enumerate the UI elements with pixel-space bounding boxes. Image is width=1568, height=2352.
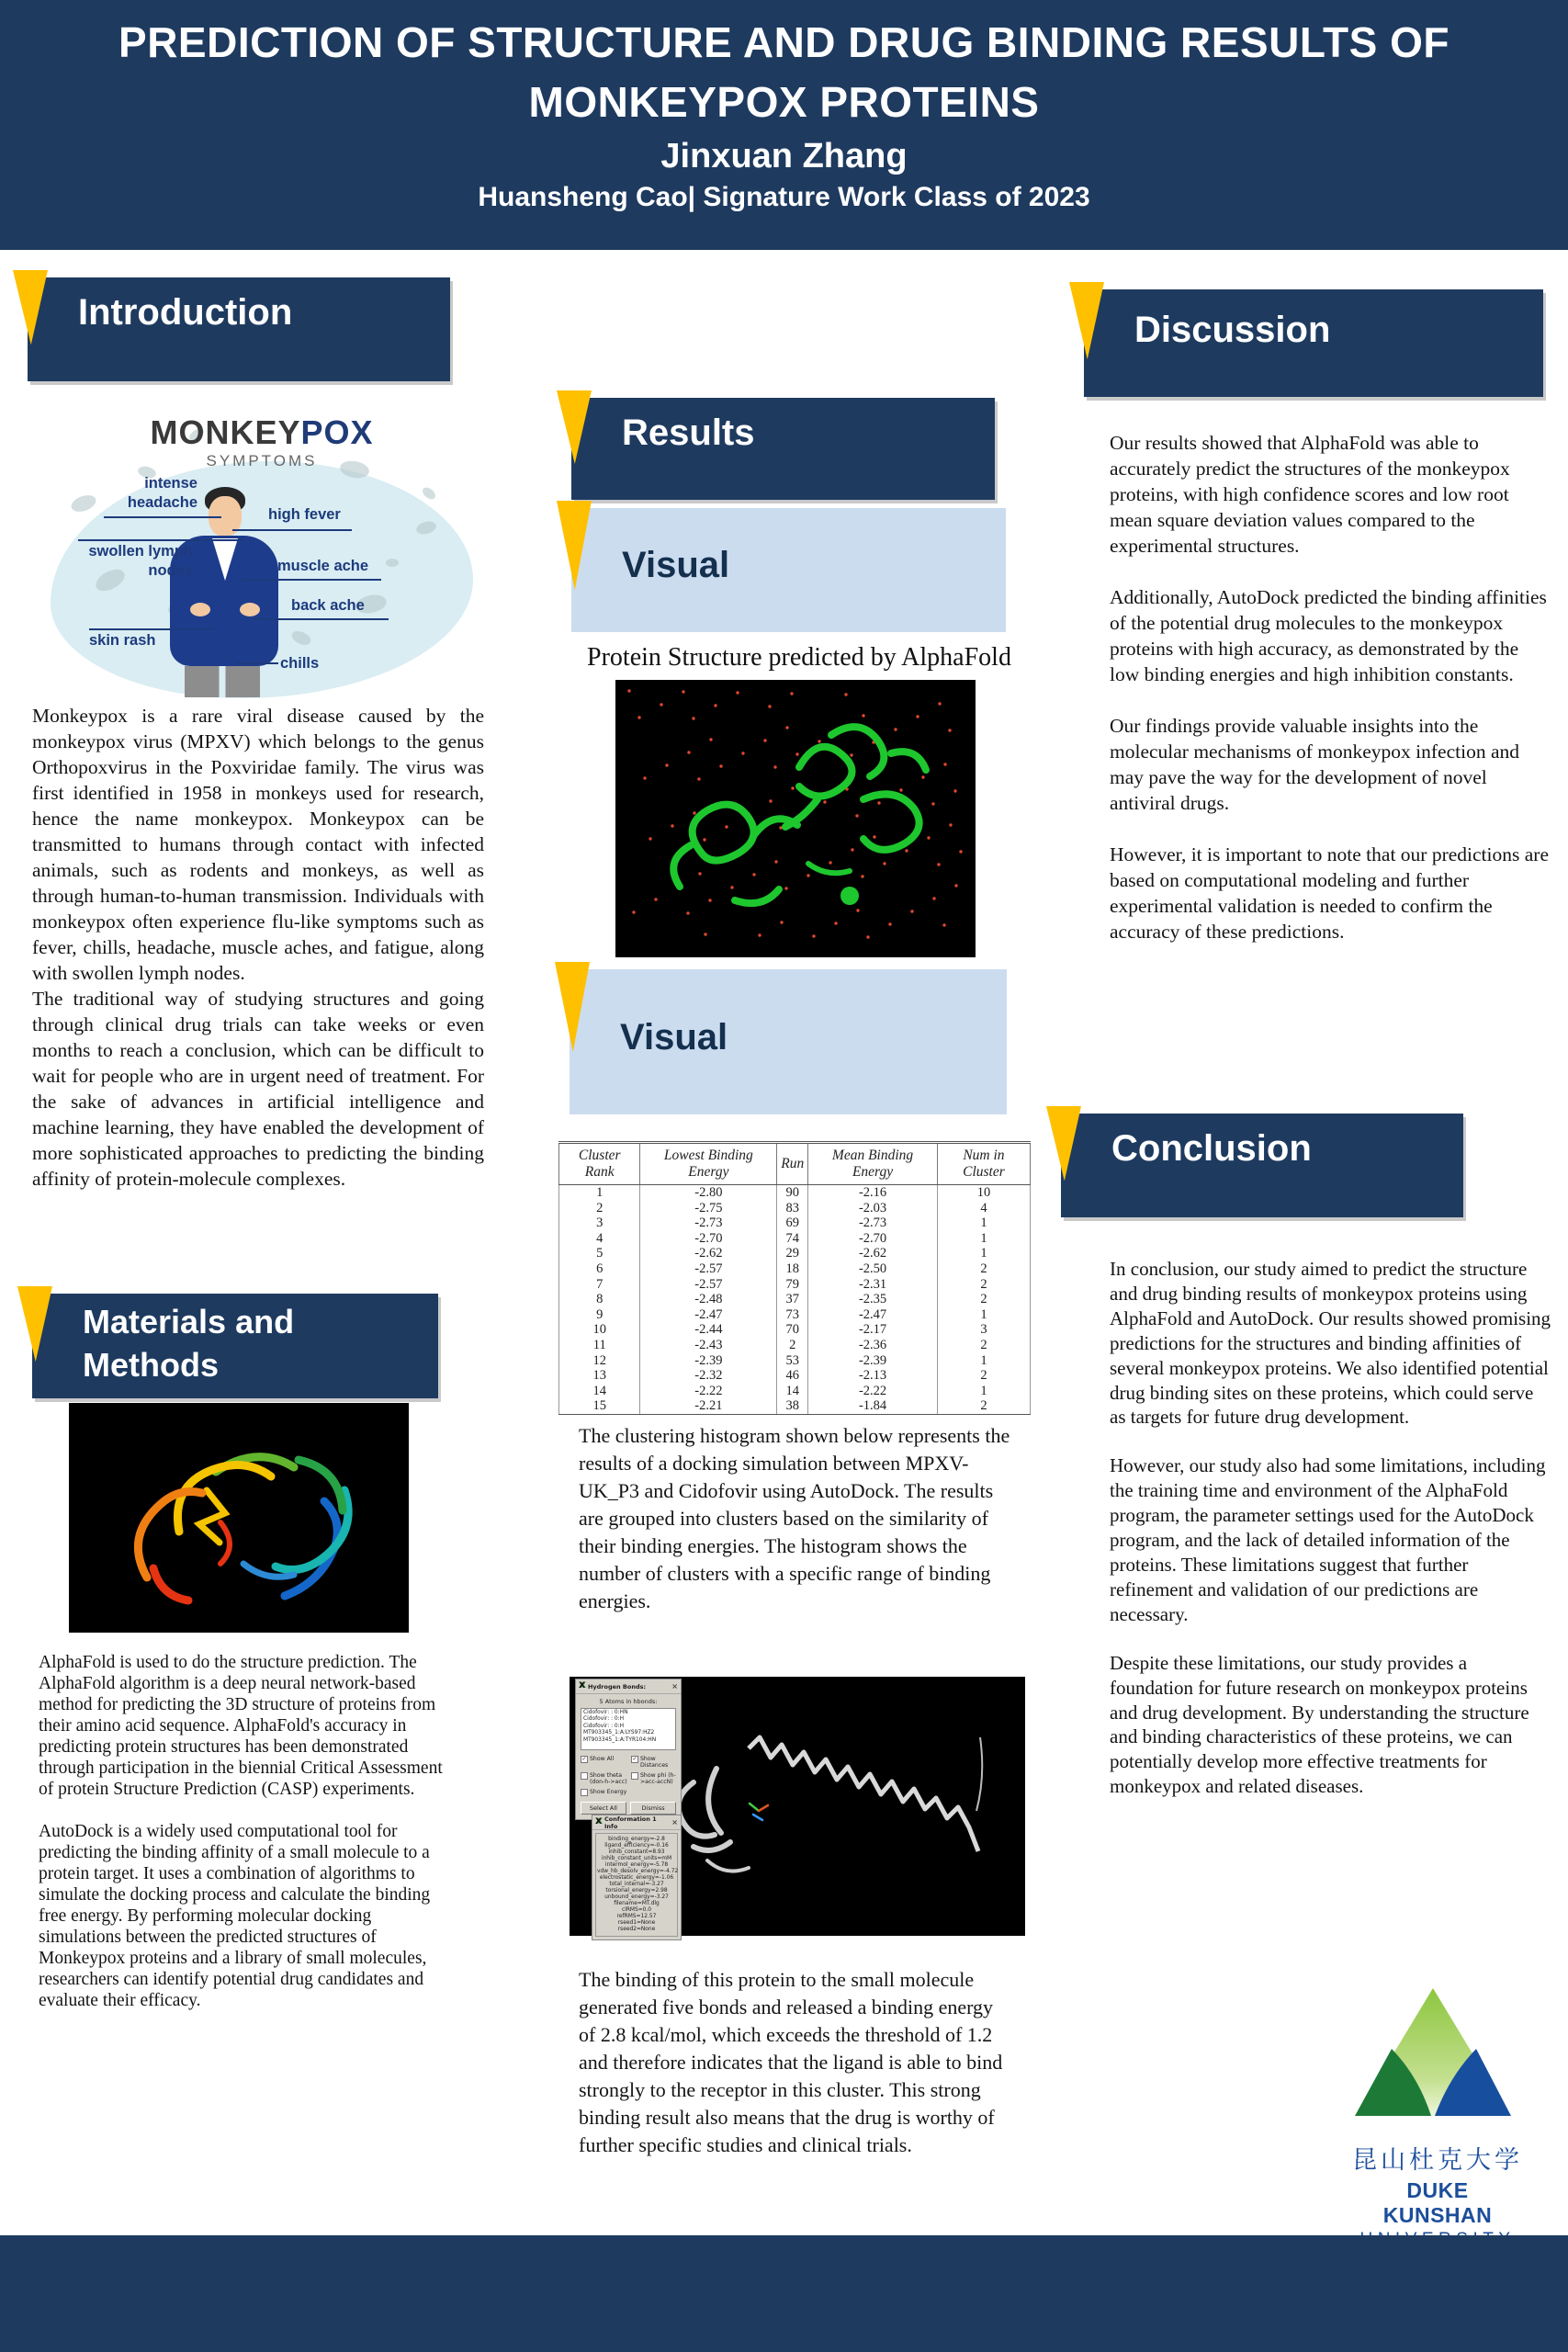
table-row: 14 -2.22 14 -2.22 1 [559,1384,1031,1399]
green-protein-svg [615,680,976,957]
table-row: 7 -2.57 79 -2.31 2 [559,1277,1031,1293]
symptom-line [78,539,243,541]
introduction-text [32,703,484,1192]
duke-kunshan-logo [1350,1984,1525,2229]
monkeypox-symptoms-infographic [51,413,473,706]
section-heading-text: Introduction [78,292,293,333]
section-heading-text: Materials and Methods [83,1303,295,1384]
symptom-line [236,662,278,664]
symptom-label-skin-rash: skin rash [89,632,156,649]
autodock-screenshot [570,1677,1025,1936]
table-header-cell: Num in Cluster [937,1144,1030,1185]
section-header-visual-1 [571,508,1006,632]
section-header-conclusion [1061,1114,1463,1217]
dialog-title: Conformation 1 Info [604,1815,657,1830]
symptom-line [253,618,389,620]
checkbox-icon [581,1789,588,1796]
conclusion-text [1110,1257,1552,1823]
gold-wedge-icon [557,390,592,464]
conformation-line: electrostatic_energy=-1.06 [599,1875,674,1881]
checkbox-show-energy [578,1787,628,1798]
alphafold-protein-image [615,680,976,957]
table-header-cell: Cluster Rank [559,1144,640,1185]
conformation-line: total_internal=-3.27 [609,1882,664,1887]
table-row: 10 -2.44 70 -2.17 3 [559,1322,1031,1338]
hydrogen-bonds-dialog [575,1679,682,1820]
poster-subtitle: Huansheng Cao| Signature Work Class of 2023 [478,181,1090,212]
poster-header [0,0,1568,250]
table-row: 8 -2.48 37 -2.35 2 [559,1292,1031,1307]
section-heading-text: Visual [620,1017,728,1057]
symptom-line [89,628,214,630]
table-row: 2 -2.75 83 -2.03 4 [559,1201,1031,1216]
select-all-button: Select All [581,1802,626,1815]
gold-wedge-icon [1069,282,1104,359]
table-row: 11 -2.43 2 -2.36 2 [559,1338,1031,1353]
table-row: 6 -2.57 18 -2.50 2 [559,1261,1031,1277]
checkbox-label: Show phi (h->acc-accN) [640,1772,676,1785]
symptom-label-muscle-ache: muscle ache [277,558,369,574]
close-icon: × [671,1818,678,1826]
dialog-titlebar [576,1679,681,1694]
conformation-line: vdw_hb_desolv_energy=-4.72 [597,1869,679,1874]
checkbox-show-theta-don-h-acc- [578,1770,628,1787]
cluster-table-body [559,1185,1031,1414]
conformation-lines [595,1833,678,1937]
conformation-line: clRMS=0.0 [621,1907,652,1913]
conformation-line: refRMS=12.57 [616,1914,657,1919]
discussion-text [1110,430,1552,970]
conformation-line: filename=MT.dlg [614,1901,660,1906]
table-row: 3 -2.73 69 -2.73 1 [559,1216,1031,1231]
paragraph: Additionally, AutoDock predicted the binding affinities of the potential drug molecules to the monkeypox proteins with high accuracy, as demonstrated by the low binding energies and high inhibition constants. [1110,586,1547,685]
infographic-subtitle: SYMPTOMS [206,452,318,469]
checkbox-label: Show theta (don-h->acc) [590,1772,627,1785]
table-row: 1 -2.80 90 -2.16 10 [559,1185,1031,1201]
checkbox-show-all [578,1754,628,1770]
checkbox-icon [631,1772,638,1780]
section-heading-text: Visual [622,545,730,585]
section-heading-text: Conclusion [1111,1128,1312,1169]
symptom-label-back-ache: back ache [291,597,365,614]
conformation-line: unbound_energy=-3.27 [604,1894,669,1900]
x-logo-icon: X [579,1681,585,1690]
cluster-table [558,1141,1031,1415]
cluster-table-header-row [559,1144,1031,1185]
conformation-line: inhib_constant_units=mM [601,1856,672,1861]
person-hand [190,603,210,616]
symptom-line [232,529,352,531]
rainbow-protein-image [69,1403,409,1633]
table-header-cell: Mean Binding Energy [808,1144,938,1185]
table-row: 9 -2.47 73 -2.47 1 [559,1307,1031,1323]
clustering-text: The clustering histogram shown below represents the results of a docking simulation between MPXV-UK_P3 and Cidofovir using AutoDock. The results are grouped into clusters based on the similarity of their binding energies. The histogram shows the number of clusters with a specific range of binding energies. [579,1424,1010,1612]
checkbox-label: Show Energy [590,1789,627,1795]
gold-wedge-icon [555,962,590,1052]
section-header-discussion [1084,289,1543,397]
x-logo-icon: X [595,1817,602,1826]
dialog-titlebar [592,1815,681,1830]
paragraph: Our findings provide valuable insights into the molecular mechanisms of monkeypox infection and may pave the way for the development of novel antiviral drugs. [1110,715,1519,814]
conformation-line: binding_energy=-2.8 [608,1837,665,1842]
section-header-introduction [28,277,450,381]
virus-icon [421,485,438,502]
poster-author: Jinxuan Zhang [660,136,908,175]
person-pants [185,666,260,697]
table-row: 4 -2.70 74 -2.70 1 [559,1231,1031,1247]
materials-text [39,1652,454,2032]
checkbox-show-distances [628,1754,679,1770]
paragraph: Despite these limitations, our study provides a foundation for future research on monkeypox proteins and drug development. By understanding the structure and binding characteristics of these proteins, we can potentially develop more effective treatments for monkeypox and related diseases. [1110,1651,1529,1798]
conformation-line: rseed1=None [617,1920,656,1926]
alphafold-image-caption: Protein Structure predicted by AlphaFold [587,643,1011,672]
table-header-cell: Run [777,1144,808,1185]
conformation-line: torsional_energy=2.98 [605,1888,668,1894]
paragraph: Our results showed that AlphaFold was able to accurately predict the structures of the monkeypox proteins, with high confidence scores and low root mean square deviation values compared to the experimental structures. [1110,432,1510,557]
symptom-line [242,579,381,581]
gold-wedge-icon [557,501,592,590]
hbond-atom-line: MT903345_1:A:LYS97:HZ2 [583,1730,655,1736]
hbond-checkboxes [576,1754,681,1798]
gold-wedge-icon [17,1286,52,1362]
table-row: 15 -2.21 38 -1.84 2 [559,1398,1031,1414]
hbond-atom-line: Cidofovir: : 0:H [583,1716,625,1723]
section-header-results [571,398,995,500]
hbond-atom-line: Cidofovir: : 0:HN [583,1710,628,1715]
infographic-title [51,413,473,452]
gold-wedge-icon [13,270,48,345]
conformation-line: intermol_energy=-5.78 [604,1862,669,1868]
binding-text: The binding of this protein to the small molecule generated five bonds and released a binding energy of 2.8 kcal/mol, which exceeds the threshold of 1.2 and therefore indicates that the ligand is able to bind strongly to the receptor in this cluster. This strong binding result also means that the drug is worthy of further specific studies and clinical trials. [579,1968,1003,2156]
paragraph: Monkeypox is a rare viral disease caused by the monkeypox virus (MPXV) which belongs to the genus Orthopoxvirus in the Poxviridae family. The virus was first identified in 1958 in monkeys used for research, hence the name monkeypox. Monkeypox can be transmitted to humans through contact with infected animals, such as rodents and monkeys, as well as through human-to-human transmission. Individuals with monkeypox often experience flu-like symptoms such as fever, chills, headache, muscle aches, and fatigue, along with swollen lymph nodes. [32,705,484,984]
dku-english-name-1: DUKE KUNSHAN [1382,2178,1493,2227]
section-heading-text: Discussion [1134,310,1331,350]
checkbox-label: Show All [590,1756,615,1762]
paragraph: AutoDock is a widely used computational tool for predicting the binding affinity of a small molecule to a protein target. It uses a combination of algorithms to simulate the docking process and calculate the binding free energy. By performing molecular docking simulations between the predicted structures of Monkeypox proteins and a library of small molecules, researchers can identify potential drug candidates and evaluate their efficacy. [39,1822,431,2010]
checkbox-icon: ✓ [581,1756,587,1762]
paragraph: AlphaFold is used to do the structure prediction. The AlphaFold algorithm is a deep neural network-based method for predicting the 3D structure of proteins from their amino acid sequence. AlphaFold's accuracy in predicting protein structures has been demonstrated through participation in the biennial Critical Assessment of protein Structure Prediction (CASP) experiments. [39,1653,443,1799]
checkbox-icon: ✓ [632,1756,637,1762]
conformation-line: inhib_constant=8.93 [608,1849,665,1855]
table-row: 5 -2.62 29 -2.62 1 [559,1246,1031,1261]
section-heading-text: Results [622,413,755,453]
infographic-title-pox: POX [300,413,374,451]
paragraph: However, it is important to note that our predictions are based on computational modeling and further experimental validation is needed to confirm the accuracy of these predictions. [1110,843,1549,943]
checkbox-icon [581,1772,588,1780]
dku-chinese-name: 昆山杜克大学 [1352,2146,1523,2175]
hbond-atom-line: MT903345_1:A:TYR104:HN [583,1736,657,1743]
infographic-title-monkey: MONKEY [150,413,301,451]
dismiss-button: Dismiss [630,1802,676,1815]
close-icon: × [671,1682,678,1690]
hbond-atoms-header: 5 Atoms in hbonds: [599,1698,658,1705]
table-row: 13 -2.32 46 -2.13 2 [559,1368,1031,1384]
table-row: 12 -2.39 53 -2.39 1 [559,1353,1031,1369]
conformation-info-dialog [592,1815,682,1940]
conformation-line: rseed2=None [617,1927,656,1932]
hbond-atom-list [581,1708,676,1750]
dialog-title: Hydrogen Bonds: [587,1682,647,1690]
symptom-label-swollen-lymph-nodes: swollen lymph nodes [88,543,193,579]
dku-mountain-icon [1350,1984,1525,2122]
checkbox-show-phi-h-acc-accn- [628,1770,679,1787]
section-header-materials-methods [32,1294,438,1398]
person-hand [240,603,260,616]
gold-wedge-icon [1046,1106,1081,1181]
symptom-line [104,516,221,518]
symptom-label-intense-headache: intense headache [127,475,197,511]
virus-icon [69,492,98,515]
paragraph: The traditional way of studying structures and going through clinical drug trials can take weeks or even months to reach a conclusion, which can be difficult to wait for people who are in urgent need of treatment. For the sake of advances in artificial intelligence and machine learning, they have enabled the development of more sophisticated approaches to predicting the binding affinity of protein-molecule complexes. [32,988,484,1190]
hbond-atom-line: Cidofovir: : 0:H [583,1723,625,1729]
rainbow-protein-svg [69,1403,409,1633]
checkbox-label: Show Distances [640,1756,669,1769]
green-protein-dots [627,689,962,938]
paragraph: In conclusion, our study aimed to predict the structure and drug binding results of monkeypox proteins using AlphaFold and AutoDock. Our results showed promising predictions for the structures and binding affinities of several monkeypox proteins. We also identified potential drug binding sites on these proteins, which could serve as targets for future drug development. [1110,1258,1551,1429]
conformation-line: ligand_efficiency=-0.16 [604,1843,669,1849]
table-header-cell: Lowest Binding Energy [640,1144,777,1185]
symptom-label-chills: chills [280,655,320,672]
poster-title: PREDICTION OF STRUCTURE AND DRUG BINDING RESULTS OF MONKEYPOX PROTEINS [118,18,1450,127]
paragraph: However, our study also had some limitations, including the training time and environment of the AlphaFold program, the parameter settings used for the AutoDock program, and the lack of detailed information of the proteins. These limitations suggest that further refinement and validation of our predictions are necessary. [1110,1454,1546,1625]
footer-bar [0,2235,1568,2352]
section-header-visual-2 [570,969,1007,1114]
symptom-label-high-fever: high fever [268,506,341,523]
